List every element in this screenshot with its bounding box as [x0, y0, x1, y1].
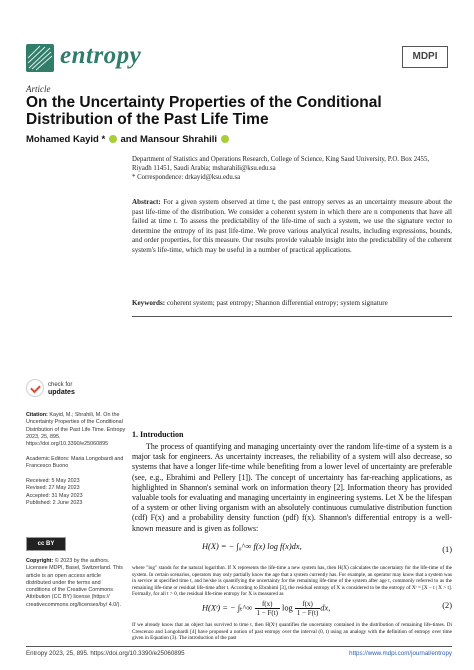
date-published: Published: 2 June 2023 — [26, 499, 83, 506]
date-accepted: Accepted: 31 May 2023 — [26, 492, 83, 499]
paragraph-text: The process of quantifying and managing uncertainty over the random life-time of a system is a major task for engineers. As uncertainty increases, the reliability of a system will also decrease, so systems that have a longer life-time while benefiting from a lower level of uncertainty are preferable (see, e.g., Ebrahimi and Pellery [1]). The concept of uncertainty has far-reaching applications, as highlighted in Shannon's seminal work on information theory [2]. Information theory has provided valuable tools for evaluating and managing uncertainty in engineering systems. Let X be the lifespan of a system or other living organism with an absolutely continuous cumulative distribution function (cdf) F(x) and a probability density function (pdf) f(x). Shannon's differential entropy is a well-known measure and is given as follows: — [132, 442, 452, 533]
author-line — [26, 134, 230, 145]
equation-1 — [132, 542, 452, 562]
mdpi-logo[interactable] — [402, 46, 448, 68]
fraction: $\frac{f(x)}{1 - F(t)}$ — [296, 599, 319, 617]
eq-rhs: f(x) log f(x)dx, — [253, 542, 302, 551]
integral-symbol: ∫₀^∞ — [236, 542, 252, 551]
journal-logo-icon — [26, 44, 54, 72]
orcid-icon[interactable] — [221, 135, 229, 143]
citation-label: Citation: — [26, 412, 48, 418]
editors-block — [26, 456, 126, 471]
eq-end: dx, — [320, 603, 331, 613]
check-for-updates-button[interactable] — [26, 379, 116, 401]
affiliation-line: Riyadh 11451, Saudi Arabia; msharahili@ksu.edu.sa — [132, 164, 276, 172]
dates-block — [26, 478, 126, 507]
eq-lhs: H(X) = − — [202, 542, 235, 551]
abstract-text: For a given system observed at time t, the past entropy serves as an uncertainty measure about the past life-time of the distribution. We consider a coherent system in which there are n components that have all failed at time t. To assess the predictability of the life-time of such a system, we use the signature vector to determine the entropy of its past life-time. We prove various analytical results, including expressions, bounds, and order properties, for this measure. Our results provide valuable insight into the predictability of the coherent system's life-time, which may be useful in a number of practical applications. — [132, 198, 452, 254]
check-updates-line2: updates — [48, 389, 75, 396]
footer-citation[interactable]: Entropy 2023, 25, 895. https://doi.org/10.3390/e25060895 — [26, 650, 185, 657]
editors-text: Maria Longobardi and Francesco Buono — [26, 456, 124, 470]
abstract-label: Abstract: — [132, 198, 161, 206]
equation-2 — [132, 600, 452, 620]
date-revised: Revised: 27 May 2023 — [26, 485, 80, 492]
correspondence: * Correspondence: drkayid@ksu.edu.sa — [132, 173, 241, 181]
paper-title: On the Uncertainty Properties of the Conditional Distribution of the Past Life Time — [26, 94, 382, 128]
copyright-label: Copyright: — [26, 558, 54, 564]
journal-name[interactable]: entropy — [60, 42, 142, 69]
body-paragraph — [132, 565, 452, 645]
log-operator: log — [282, 603, 293, 613]
check-updates-line1: check for — [48, 382, 73, 388]
equation-number[interactable]: (1) — [442, 545, 452, 554]
author-connector: and — [120, 134, 138, 145]
date-received: Received: 5 May 2023 — [26, 478, 80, 484]
check-for-updates-icon — [26, 379, 44, 397]
author-name[interactable]: Mohamed Kayid * — [26, 134, 106, 145]
author-name[interactable]: Mansour Shrahili — [140, 134, 218, 145]
editors-label: Academic Editors: — [26, 456, 70, 462]
citation-text[interactable]: Kayid, M.; Shrahili, M. On the Uncertainty Properties of the Conditional Distribution of the Past Life Time. Entropy 2023, 25, 895. https://doi.org/10.3390/e25060895 — [26, 412, 126, 448]
keywords-label: Keywords: — [132, 299, 166, 307]
publisher-name: MDPI — [412, 51, 438, 62]
cc-license-badge[interactable]: cc BY — [26, 537, 66, 551]
equation-number[interactable]: (2) — [442, 600, 452, 610]
affiliation — [132, 156, 452, 182]
keywords — [132, 299, 452, 309]
fraction: $\frac{f(x)}{1 - F(t)}$ — [256, 599, 278, 617]
copyright-block — [26, 558, 126, 609]
eq-lhs: H(Xᵗ) = − — [202, 603, 236, 613]
paragraph-text: where "log" stands for the natural logarithm. If X represents the life-time a new system has, then H(X) calculates the uncertainty for the life-time of the system. In certain scenarios, operators may only partially know the age that a system currently has. For example, an operator may know that a system was in service at specified time t, and he/she is quantifying the uncertainty for the remaining life-time of the system after age t, commonly referred to as the remaining life-time or residual life-time after t. According to Ebrahimi [3], the residual entropy of X is considered to be the entropy of Xᵗ = [X − t | X > t]. Formally, for all t > 0, the residual life-time entropy for X is measured as — [132, 565, 452, 598]
footer-divider — [26, 646, 452, 647]
paragraph-text: If we already know that an object has survived to time t, then H(Xᵗ) quantifies the uncertainty contained in the distribution of remaining life-times. Di Crescenzo and Longobardi [4] have proposed a notion of past entropy over the interval (0, t) using an analogy with the definition of entropy over time given in Equation (3). The introduction of the past — [132, 621, 452, 642]
section-heading: 1. Introduction — [132, 430, 184, 439]
citation-block — [26, 412, 126, 448]
orcid-icon[interactable] — [109, 135, 117, 143]
footer-journal-link[interactable]: https://www.mdpi.com/journal/entropy — [349, 650, 452, 657]
abstract — [132, 198, 452, 256]
article-type: Article — [26, 84, 51, 94]
divider — [132, 316, 452, 317]
copyright-text: © 2023 by the authors. Licensee MDPI, Basel, Switzerland. This article is an open access article distributed under the terms and conditions of the Creative Commons Attribution (CC BY) license (https:// creativecommons.org/licenses/by/ 4.0/). — [26, 558, 123, 608]
integral-symbol: ∫ₜ^∞ — [237, 603, 253, 613]
body-paragraph — [132, 442, 452, 534]
keywords-text: coherent system; past entropy; Shannon differential entropy; system signature — [166, 299, 388, 307]
affiliation-line: Department of Statistics and Operations Research, College of Science, King Saud University, P.O. Box 2455, — [132, 156, 430, 163]
